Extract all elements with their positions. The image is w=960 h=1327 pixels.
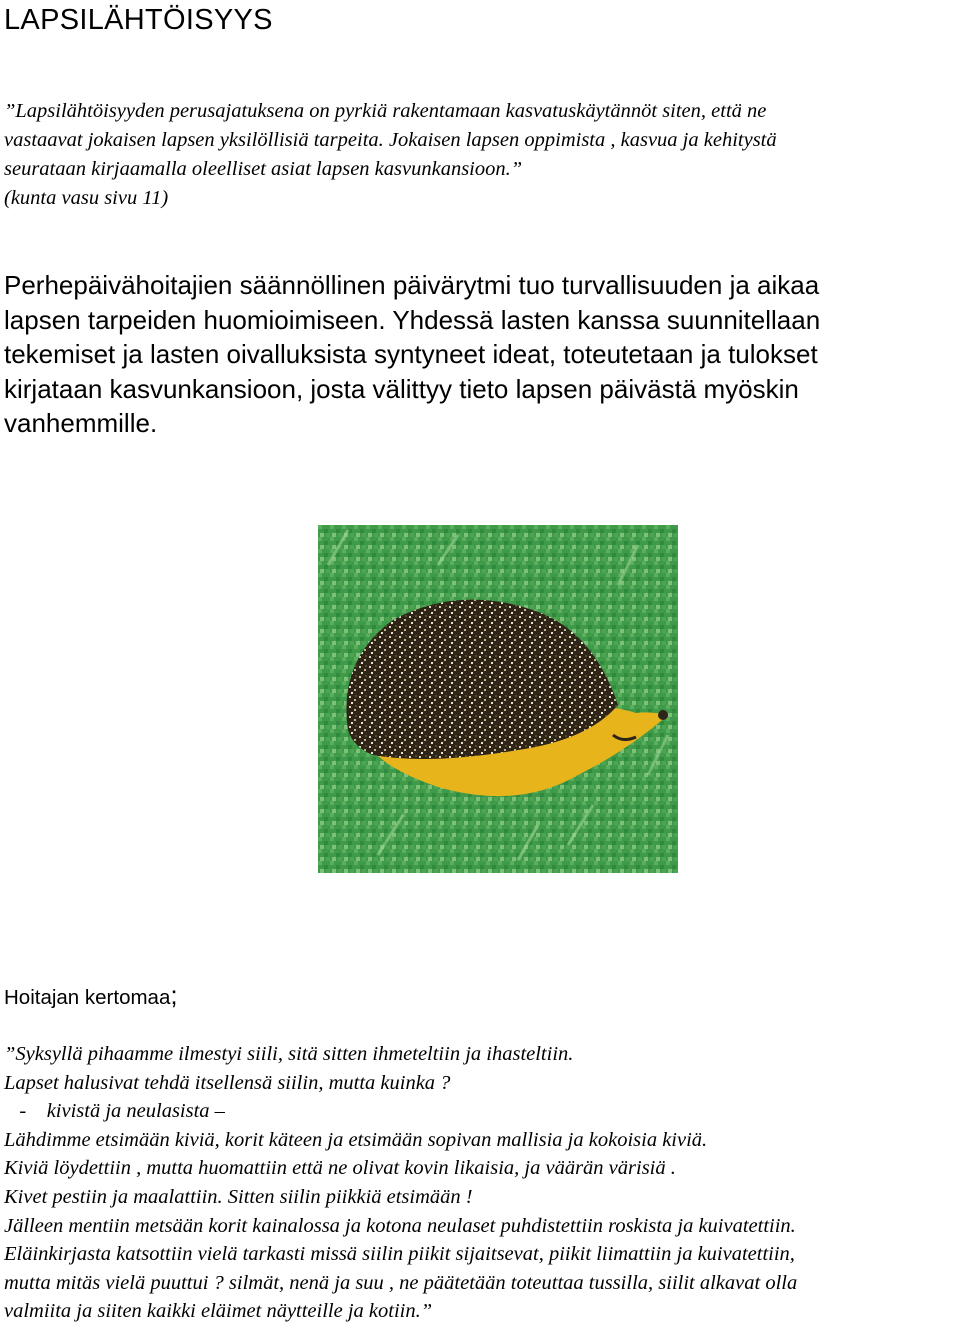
story-line: - kivistä ja neulasista – bbox=[4, 1100, 225, 1123]
intro-line: vanhemmille. bbox=[4, 408, 158, 438]
story-line: Lähdimme etsimään kiviä, korit käteen ja etsimään sopivan mallisia ja kokoisia kiviä. bbox=[4, 1128, 708, 1151]
section-heading-text: Hoitajan kertomaa bbox=[4, 986, 171, 1009]
quote-line: vastaavat jokaisen lapsen yksilöllisiä tarpeita. Jokaisen lapsen oppimista , kasvua ja kehitystä bbox=[4, 129, 777, 151]
quote-line: seurataan kirjaamalla oleelliset asiat lapsen kasvunkansioon.” bbox=[4, 158, 523, 180]
story-line: ”Syksyllä pihaamme ilmestyi siili, sitä sitten ihmeteltiin ja ihasteltiin. bbox=[4, 1043, 574, 1065]
intro-line: Perhepäivähoitajien säännöllinen päivärytmi tuo turvallisuuden ja aikaa bbox=[4, 270, 820, 300]
hedgehog-image bbox=[318, 525, 678, 873]
caregiver-story bbox=[4, 1040, 959, 1326]
quote-line: ”Lapsilähtöisyyden perusajatuksena on pyrkiä rakentamaan kasvatuskäytännöt siten, että ne bbox=[4, 100, 767, 122]
story-line: mutta mitäs vielä puuttui ? silmät, nenä ja suu , ne päätetään toteuttaa tussilla, siilit alkavat olla bbox=[4, 1271, 798, 1294]
story-line: Kivet pestiin ja maalattiin. Sitten siilin piikkiä etsimään ! bbox=[4, 1185, 473, 1208]
story-line: Lapset halusivat tehdä itsellensä siilin, mutta kuinka ? bbox=[4, 1071, 451, 1094]
quote-source: (kunta vasu sivu 11) bbox=[4, 187, 169, 209]
section-heading bbox=[4, 980, 178, 1013]
story-line: Eläinkirjasta katsottiin vielä tarkasti missä siilin piikit sijaitsevat, piikit liimattiin ja kuivatettiin, bbox=[4, 1243, 795, 1266]
intro-line: kirjataan kasvunkansioon, josta välittyy tieto lapsen päivästä myöskin bbox=[4, 373, 799, 404]
intro-line: lapsen tarpeiden huomioimiseen. Yhdessä lasten kanssa suunnitellaan bbox=[4, 304, 821, 335]
page-title: LAPSILÄHTÖISYYS bbox=[4, 4, 273, 36]
story-line: Jälleen mentiin metsään korit kainalossa ja kotona neulaset puhdistettiin roskista ja kuivatettiin. bbox=[4, 1214, 796, 1237]
curriculum-quote bbox=[4, 97, 956, 213]
story-line: Kiviä löydettiin , mutta huomattiin että ne olivat kovin likaisia, ja väärän värisiä . bbox=[4, 1157, 676, 1180]
hedgehog-illustration bbox=[318, 525, 678, 873]
intro-paragraph bbox=[4, 268, 956, 441]
intro-line: tekemiset ja lasten oivalluksista syntyneet ideat, toteutetaan ja tulokset bbox=[4, 339, 818, 369]
story-line: valmiita ja siiten kaikki eläimet näytteille ja kotiin.” bbox=[4, 1300, 433, 1323]
section-heading-suffix: ; bbox=[170, 980, 178, 1010]
